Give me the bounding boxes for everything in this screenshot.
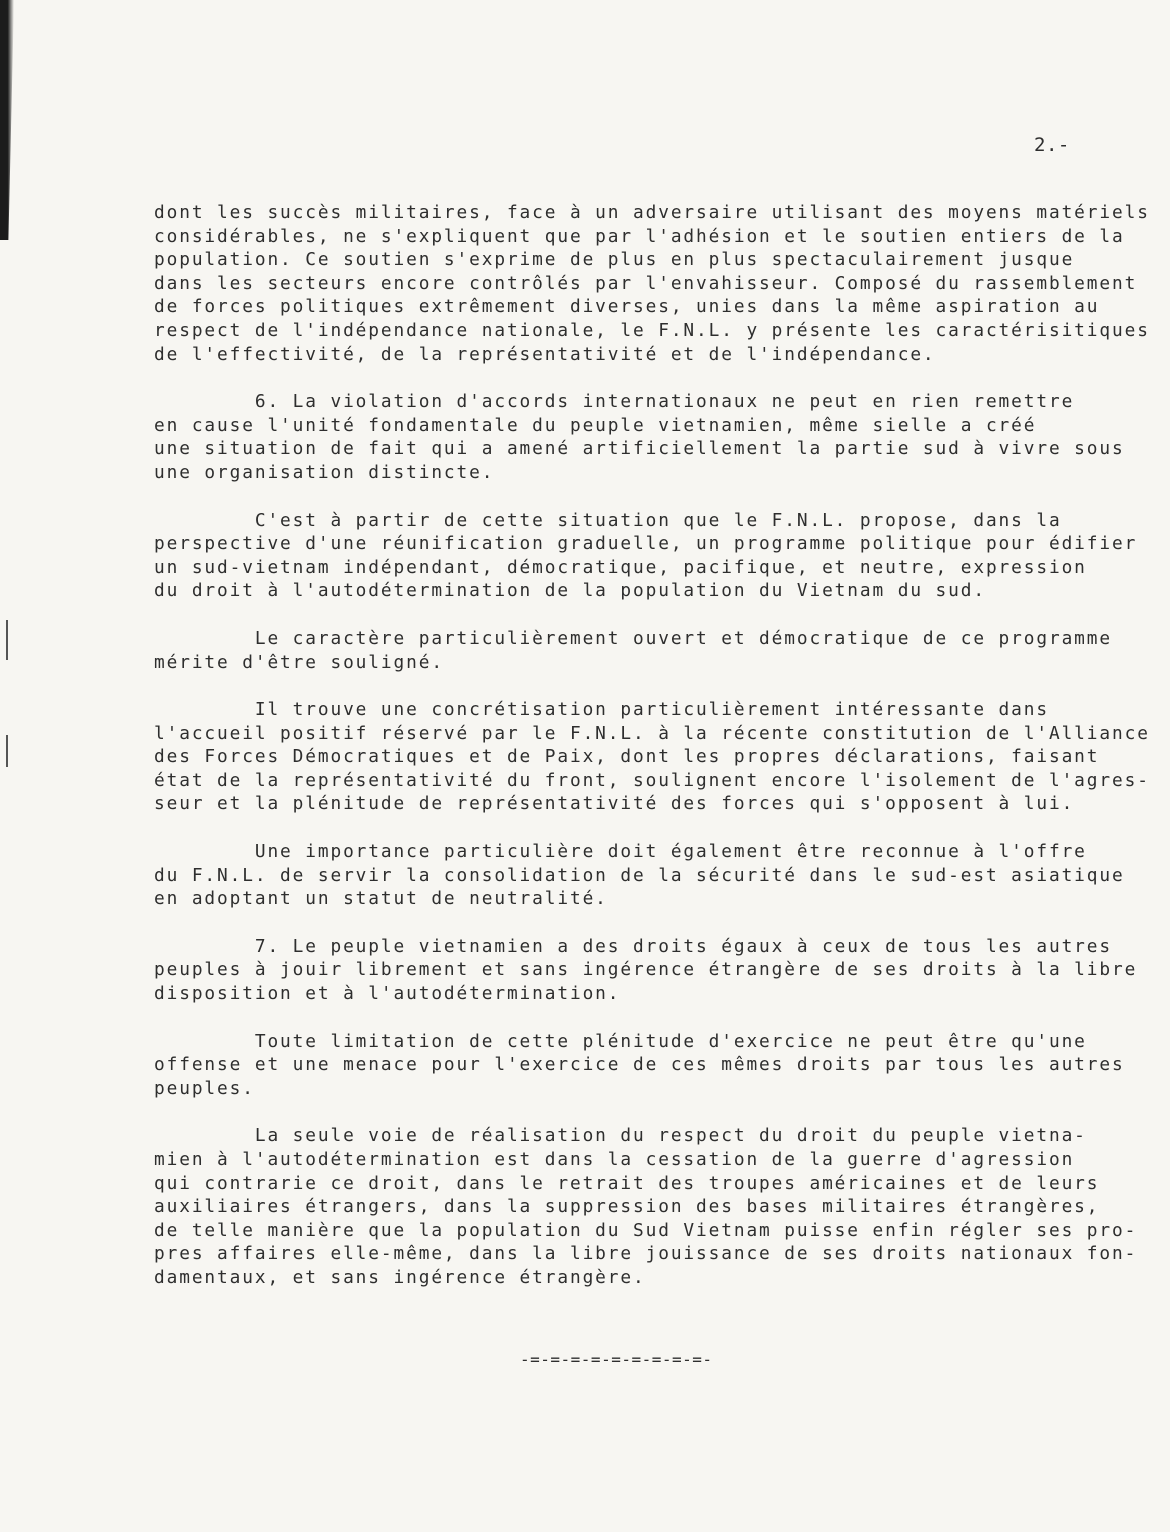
text-line: peuples à jouir librement et sans ingérence étrangère de ses droits à la libre	[154, 959, 1138, 981]
scan-edge-shadow	[0, 0, 14, 240]
text-line: de telle manière que la population du Sud Vietnam puisse enfin régler ses pro-	[154, 1219, 1138, 1241]
text-line: une situation de fait qui a amené artificiellement la partie sud à vivre sous	[154, 438, 1125, 460]
paragraph	[154, 201, 1154, 366]
text-line: peuples.	[154, 1077, 255, 1099]
margin-mark	[6, 620, 8, 660]
text-line: en cause l'unité fondamentale du peuple vietnamien, même sielle a créé	[154, 414, 1037, 436]
text-line: 6. La violation d'accords internationaux ne peut en rien remettre	[154, 391, 1075, 413]
paragraph	[154, 1030, 1154, 1101]
text-line: du droit à l'autodétermination de la population du Vietnam du sud.	[154, 580, 986, 602]
text-line: pres affaires elle-même, dans la libre jouissance de ses droits nationaux fon-	[154, 1243, 1138, 1265]
text-line: damentaux, et sans ingérence étrangère.	[154, 1266, 646, 1288]
text-line: respect de l'indépendance nationale, le F.N.L. y présente les caractérisitiques	[154, 319, 1150, 341]
text-line: La seule voie de réalisation du respect du droit du peuple vietna-	[154, 1125, 1087, 1147]
text-line: mien à l'autodétermination est dans la cessation de la guerre d'agression	[154, 1149, 1075, 1170]
text-line: du F.N.L. de servir la consolidation de la sécurité dans le sud-est asiatique	[154, 864, 1125, 886]
text-line: qui contrarie ce droit, dans le retrait des troupes américaines et de leurs	[154, 1172, 1100, 1194]
paragraph	[154, 840, 1154, 911]
paragraph	[154, 935, 1154, 1006]
text-line: offense et une menace pour l'exercice de ces mêmes droits par tous les autres	[154, 1054, 1125, 1076]
text-line: un sud-vietnam indépendant, démocratique, pacifique, et neutre, expression	[154, 556, 1087, 578]
page-number: 2.-	[1034, 134, 1070, 156]
text-line: dont les succès militaires, face à un adversaire utilisant des moyens matériels	[154, 202, 1150, 223]
text-line: considérables, ne s'expliquent que par l'adhésion et le soutien entiers de la	[154, 225, 1125, 247]
text-line: auxiliaires étrangers, dans la suppression des bases militaires étrangères,	[154, 1196, 1100, 1218]
document-body	[154, 201, 1154, 1314]
text-line: une organisation distincte.	[154, 461, 495, 483]
text-line: population. Ce soutien s'exprime de plus en plus spectaculairement jusque	[154, 249, 1075, 271]
text-line: seur et la plénitude de représentativité des forces qui s'opposent à lui.	[154, 793, 1075, 815]
text-line: en adoptant un statut de neutralité.	[154, 888, 608, 910]
text-line: disposition et à l'autodétermination.	[154, 983, 621, 1005]
text-line: des Forces Démocratiques et de Paix, dont les propres déclarations, faisant	[154, 746, 1100, 768]
text-line: de l'effectivité, de la représentativité et de l'indépendance.	[154, 343, 936, 365]
text-line: perspective d'une réunification graduelle, un programme politique pour édifier	[154, 533, 1138, 555]
paragraph	[154, 509, 1154, 603]
paragraph	[154, 698, 1154, 816]
text-line: l'accueil positif réservé par le F.N.L. à la récente constitution de l'Alliance	[154, 722, 1150, 744]
text-line: C'est à partir de cette situation que le F.N.L. propose, dans la	[154, 509, 1062, 531]
text-line: 7. Le peuple vietnamien a des droits égaux à ceux de tous les autres	[154, 935, 1112, 957]
text-line: état de la représentativité du front, soulignent encore l'isolement de l'agres-	[154, 769, 1150, 791]
text-line: mérite d'être souligné.	[154, 651, 444, 673]
text-line: Il trouve une concrétisation particulièrement intéressante dans	[154, 699, 1049, 721]
text-line: de forces politiques extrêmement diverses, unies dans la même aspiration au	[154, 296, 1100, 318]
paragraph	[154, 627, 1154, 674]
text-line: Le caractère particulièrement ouvert et démocratique de ce programme	[154, 627, 1112, 649]
text-line: Toute limitation de cette plénitude d'exercice ne peut être qu'une	[154, 1030, 1087, 1052]
margin-mark	[6, 735, 8, 767]
text-line: dans les secteurs encore contrôlés par l'envahisseur. Composé du rassemblement	[154, 272, 1138, 294]
paragraph	[154, 1124, 1154, 1289]
closing-rule: -=-=-=-=-=-=-=-=-=-	[520, 1350, 713, 1369]
paragraph	[154, 390, 1154, 484]
text-line: Une importance particulière doit également être reconnue à l'offre	[154, 841, 1087, 863]
